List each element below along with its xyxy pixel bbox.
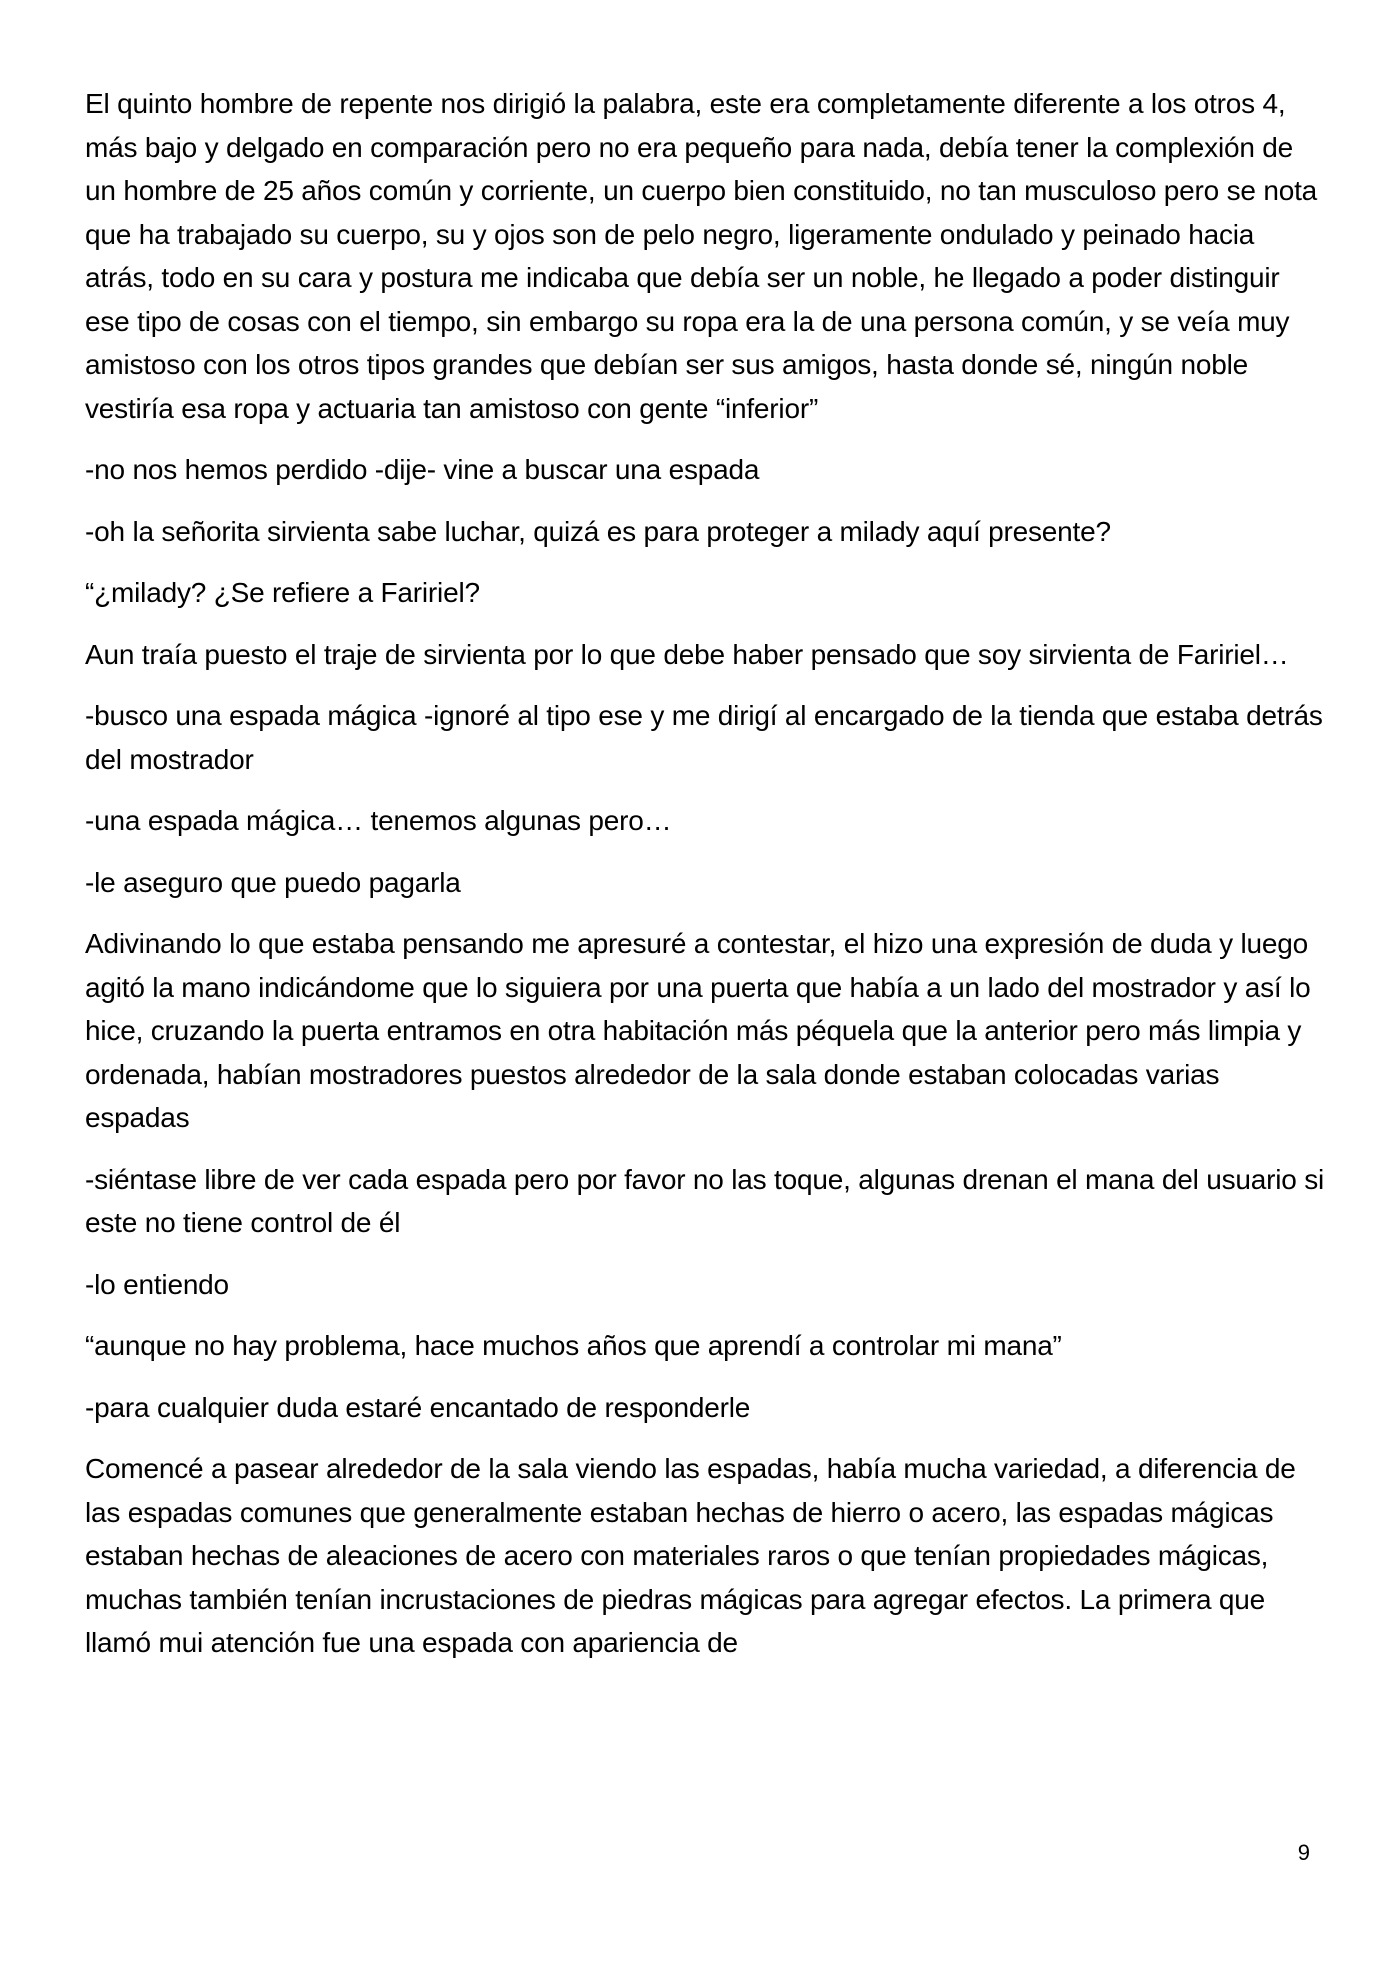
paragraph: Adivinando lo que estaba pensando me apresuré a contestar, el hizo una expresión de duda y luego agitó la mano indicándome que lo siguiera por una puerta que había a un lado del mostrador y así lo hice, cruzando la puerta entramos en otra habitación más péquela que la anterior pero más limpia y ordenada, habían mostradores puestos alrededor de la sala donde estaban colocadas varias espadas [85,928,1311,1133]
paragraph: Aun traía puesto el traje de sirvienta por lo que debe haber pensado que soy sirvienta de Faririel… [85,638,1289,670]
paragraph: -no nos hemos perdido -dije- vine a buscar una espada [85,454,760,485]
paragraph: -oh la señorita sirvienta sabe luchar, quizá es para proteger a milady aquí presente? [85,515,1111,547]
paragraph: -para cualquier duda estaré encantado de responderle [85,1391,751,1423]
paragraph: -lo entiendo [85,1268,229,1300]
paragraph: -le aseguro que puedo pagarla [85,866,461,898]
page-number: 9 [1297,1840,1310,1865]
paragraph: El quinto hombre de repente nos dirigió la palabra, este era completamente diferente a los otros 4, más bajo y delgado en comparación pero no era pequeño para nada, debía tener la complexión de un hombre de 25 años común y corriente, un cuerpo bien constituido, no tan musculoso pero se nota que ha trabajado su cuerpo, su y ojos son de pelo negro, ligeramente ondulado y peinado hacia atrás, todo en su cara y postura me indicaba que debía ser un noble, he llegado a poder distinguir ese tipo de cosas con el tiempo, sin embargo su ropa era la de una persona común, y se veía muy amistoso con los otros tipos grandes que debían ser sus amigos, hasta donde sé, ningún noble vestiría esa ropa y actuaria tan amistoso con gente “inferior” [85,88,1318,424]
paragraph: -busco una espada mágica -ignoré al tipo ese y me dirigí al encargado de la tienda que estaba detrás del mostrador [85,700,1323,775]
paragraph: -siéntase libre de ver cada espada pero por favor no las toque, algunas drenan el mana del usuario si este no tiene control de él [85,1163,1325,1238]
page-body [85,82,1325,1683]
paragraph: “aunque no hay problema, hace muchos años que aprendí a controlar mi mana” [85,1330,1062,1361]
paragraph: “¿milady? ¿Se refiere a Faririel? [85,577,480,608]
paragraph: Comencé a pasear alrededor de la sala viendo las espadas, había mucha variedad, a diferencia de las espadas comunes que generalmente estaban hechas de hierro o acero, las espadas mágicas estaban hechas de aleaciones de acero con materiales raros o que tenían propiedades mágicas, muchas también tenían incrustaciones de piedras mágicas para agregar efectos. La primera que llamó mui atención fue una espada con apariencia de [85,1453,1296,1658]
paragraph: -una espada mágica… tenemos algunas pero… [85,805,672,836]
